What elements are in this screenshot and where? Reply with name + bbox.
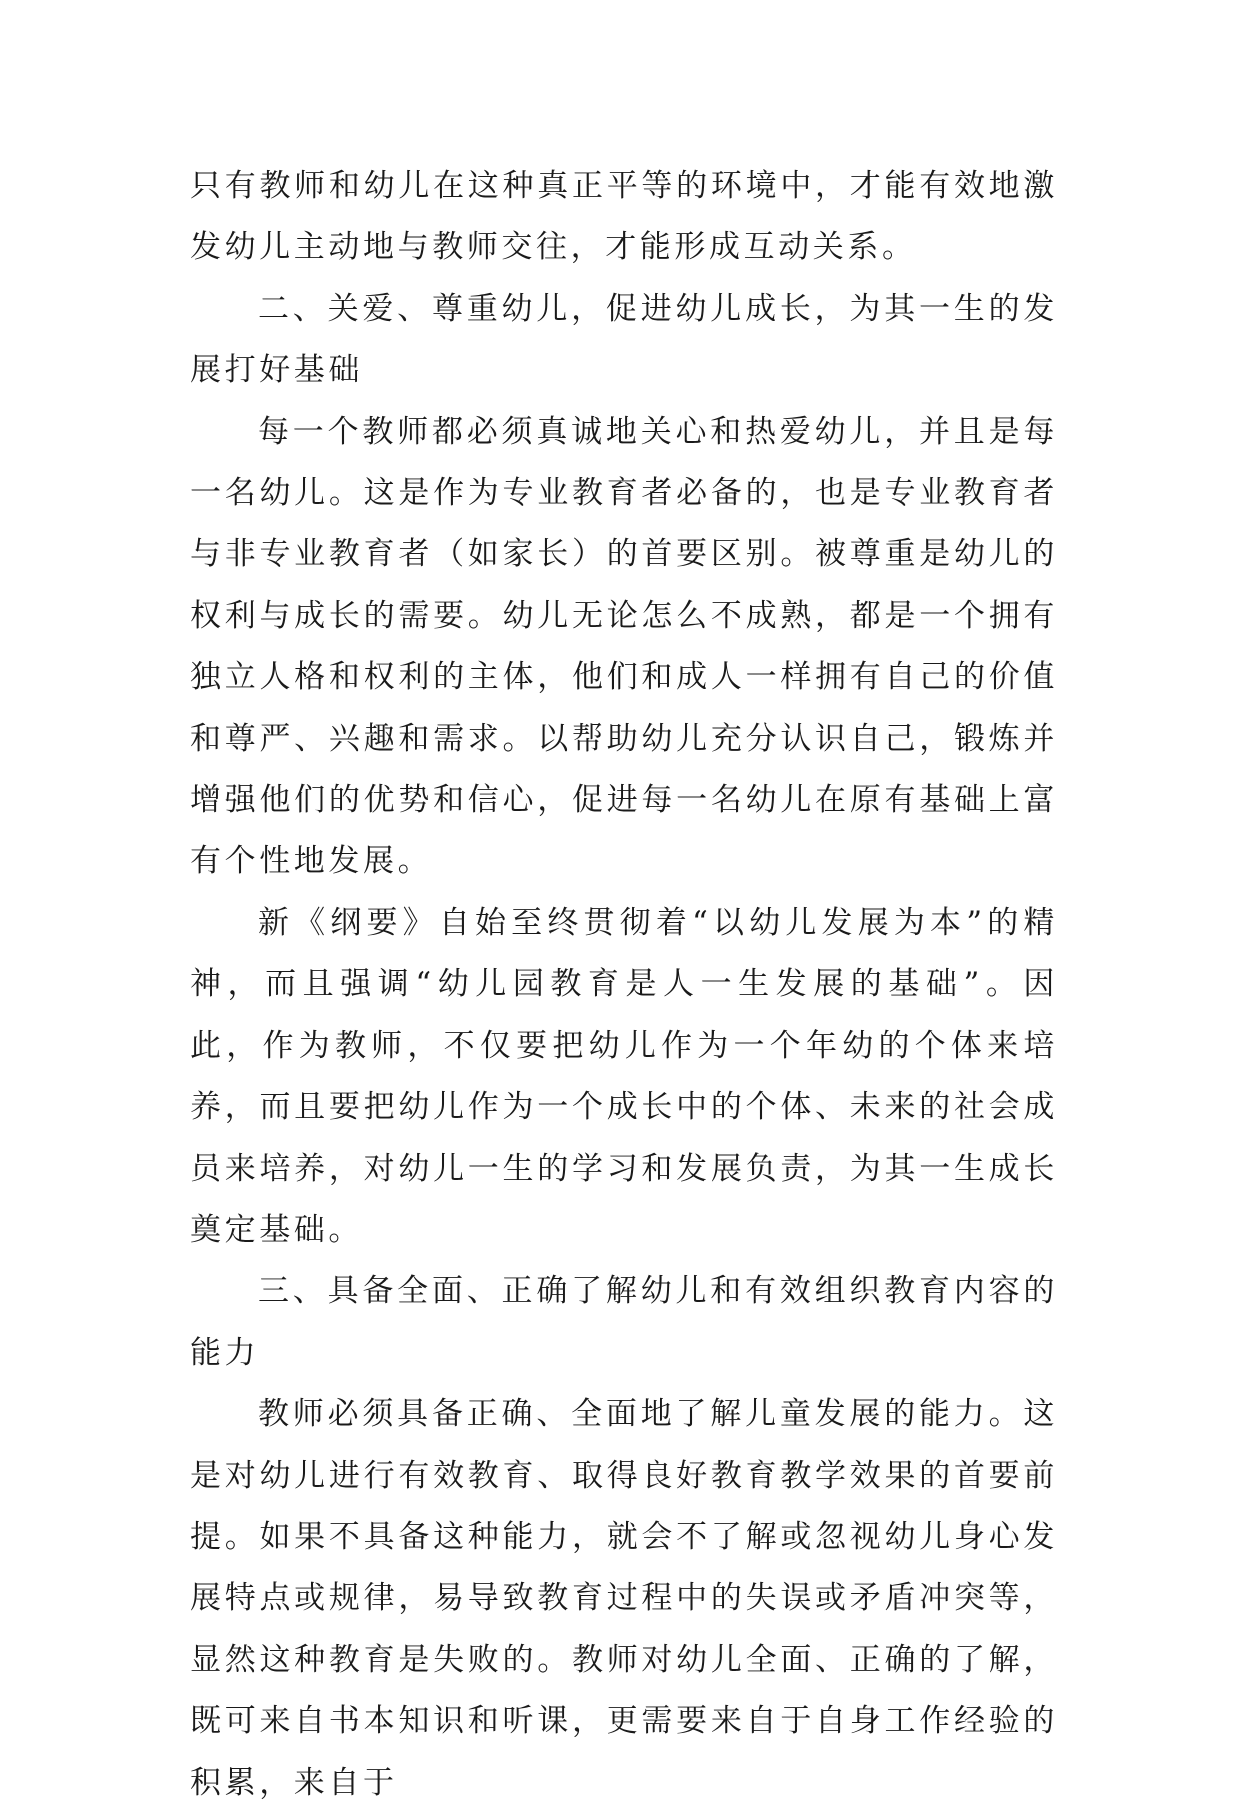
- paragraph-outline: 新《纲要》自始至终贯彻着“以幼儿发展为本”的精神，而且强调“幼儿园教育是人一生发展的基础”。因此，作为教师，不仅要把幼儿作为一个年幼的个体来培养，而且要把幼儿作为一个成长中的个体、未来的社会成员来培养，对幼儿一生的学习和发展负责，为其一生成长奠定基础。: [190, 904, 1058, 1248]
- paragraph-understanding: 教师必须具备正确、全面地了解儿童发展的能力。这是对幼儿进行有效教育、取得良好教育教学效果的首要前提。如果不具备这种能力，就会不了解或忽视幼儿身心发展特点或规律，易导致教育过程中的失误或矛盾冲突等，显然这种教育是失败的。教师对幼儿全面、正确的了解，既可来自书本知识和听课，更需要来自于自身工作经验的积累，来自于: [190, 1396, 1058, 1801]
- paragraph-care-respect: 每一个教师都必须真诚地关心和热爱幼儿，并且是每一名幼儿。这是作为专业教育者必备的，也是专业教育者与非专业教育者（如家长）的首要区别。被尊重是幼儿的权利与成长的需要。幼儿无论怎么不成熟，都是一个拥有独立人格和权利的主体，他们和成人一样拥有自己的价值和尊严、兴趣和需求。以帮助幼儿充分认识自己，锻炼并增强他们的优势和信心，促进每一名幼儿在原有基础上富有个性地发展。: [190, 413, 1058, 880]
- body-text: [190, 156, 1058, 1814]
- paragraph-continuation: 只有教师和幼儿在这种真正平等的环境中，才能有效地激发幼儿主动地与教师交往，才能形成互动关系。: [190, 168, 1058, 266]
- section-heading-3: 三、具备全面、正确了解幼儿和有效组织教育内容的能力: [190, 1273, 1058, 1371]
- section-heading-2: 二、关爱、尊重幼儿，促进幼儿成长，为其一生的发展打好基础: [190, 290, 1058, 389]
